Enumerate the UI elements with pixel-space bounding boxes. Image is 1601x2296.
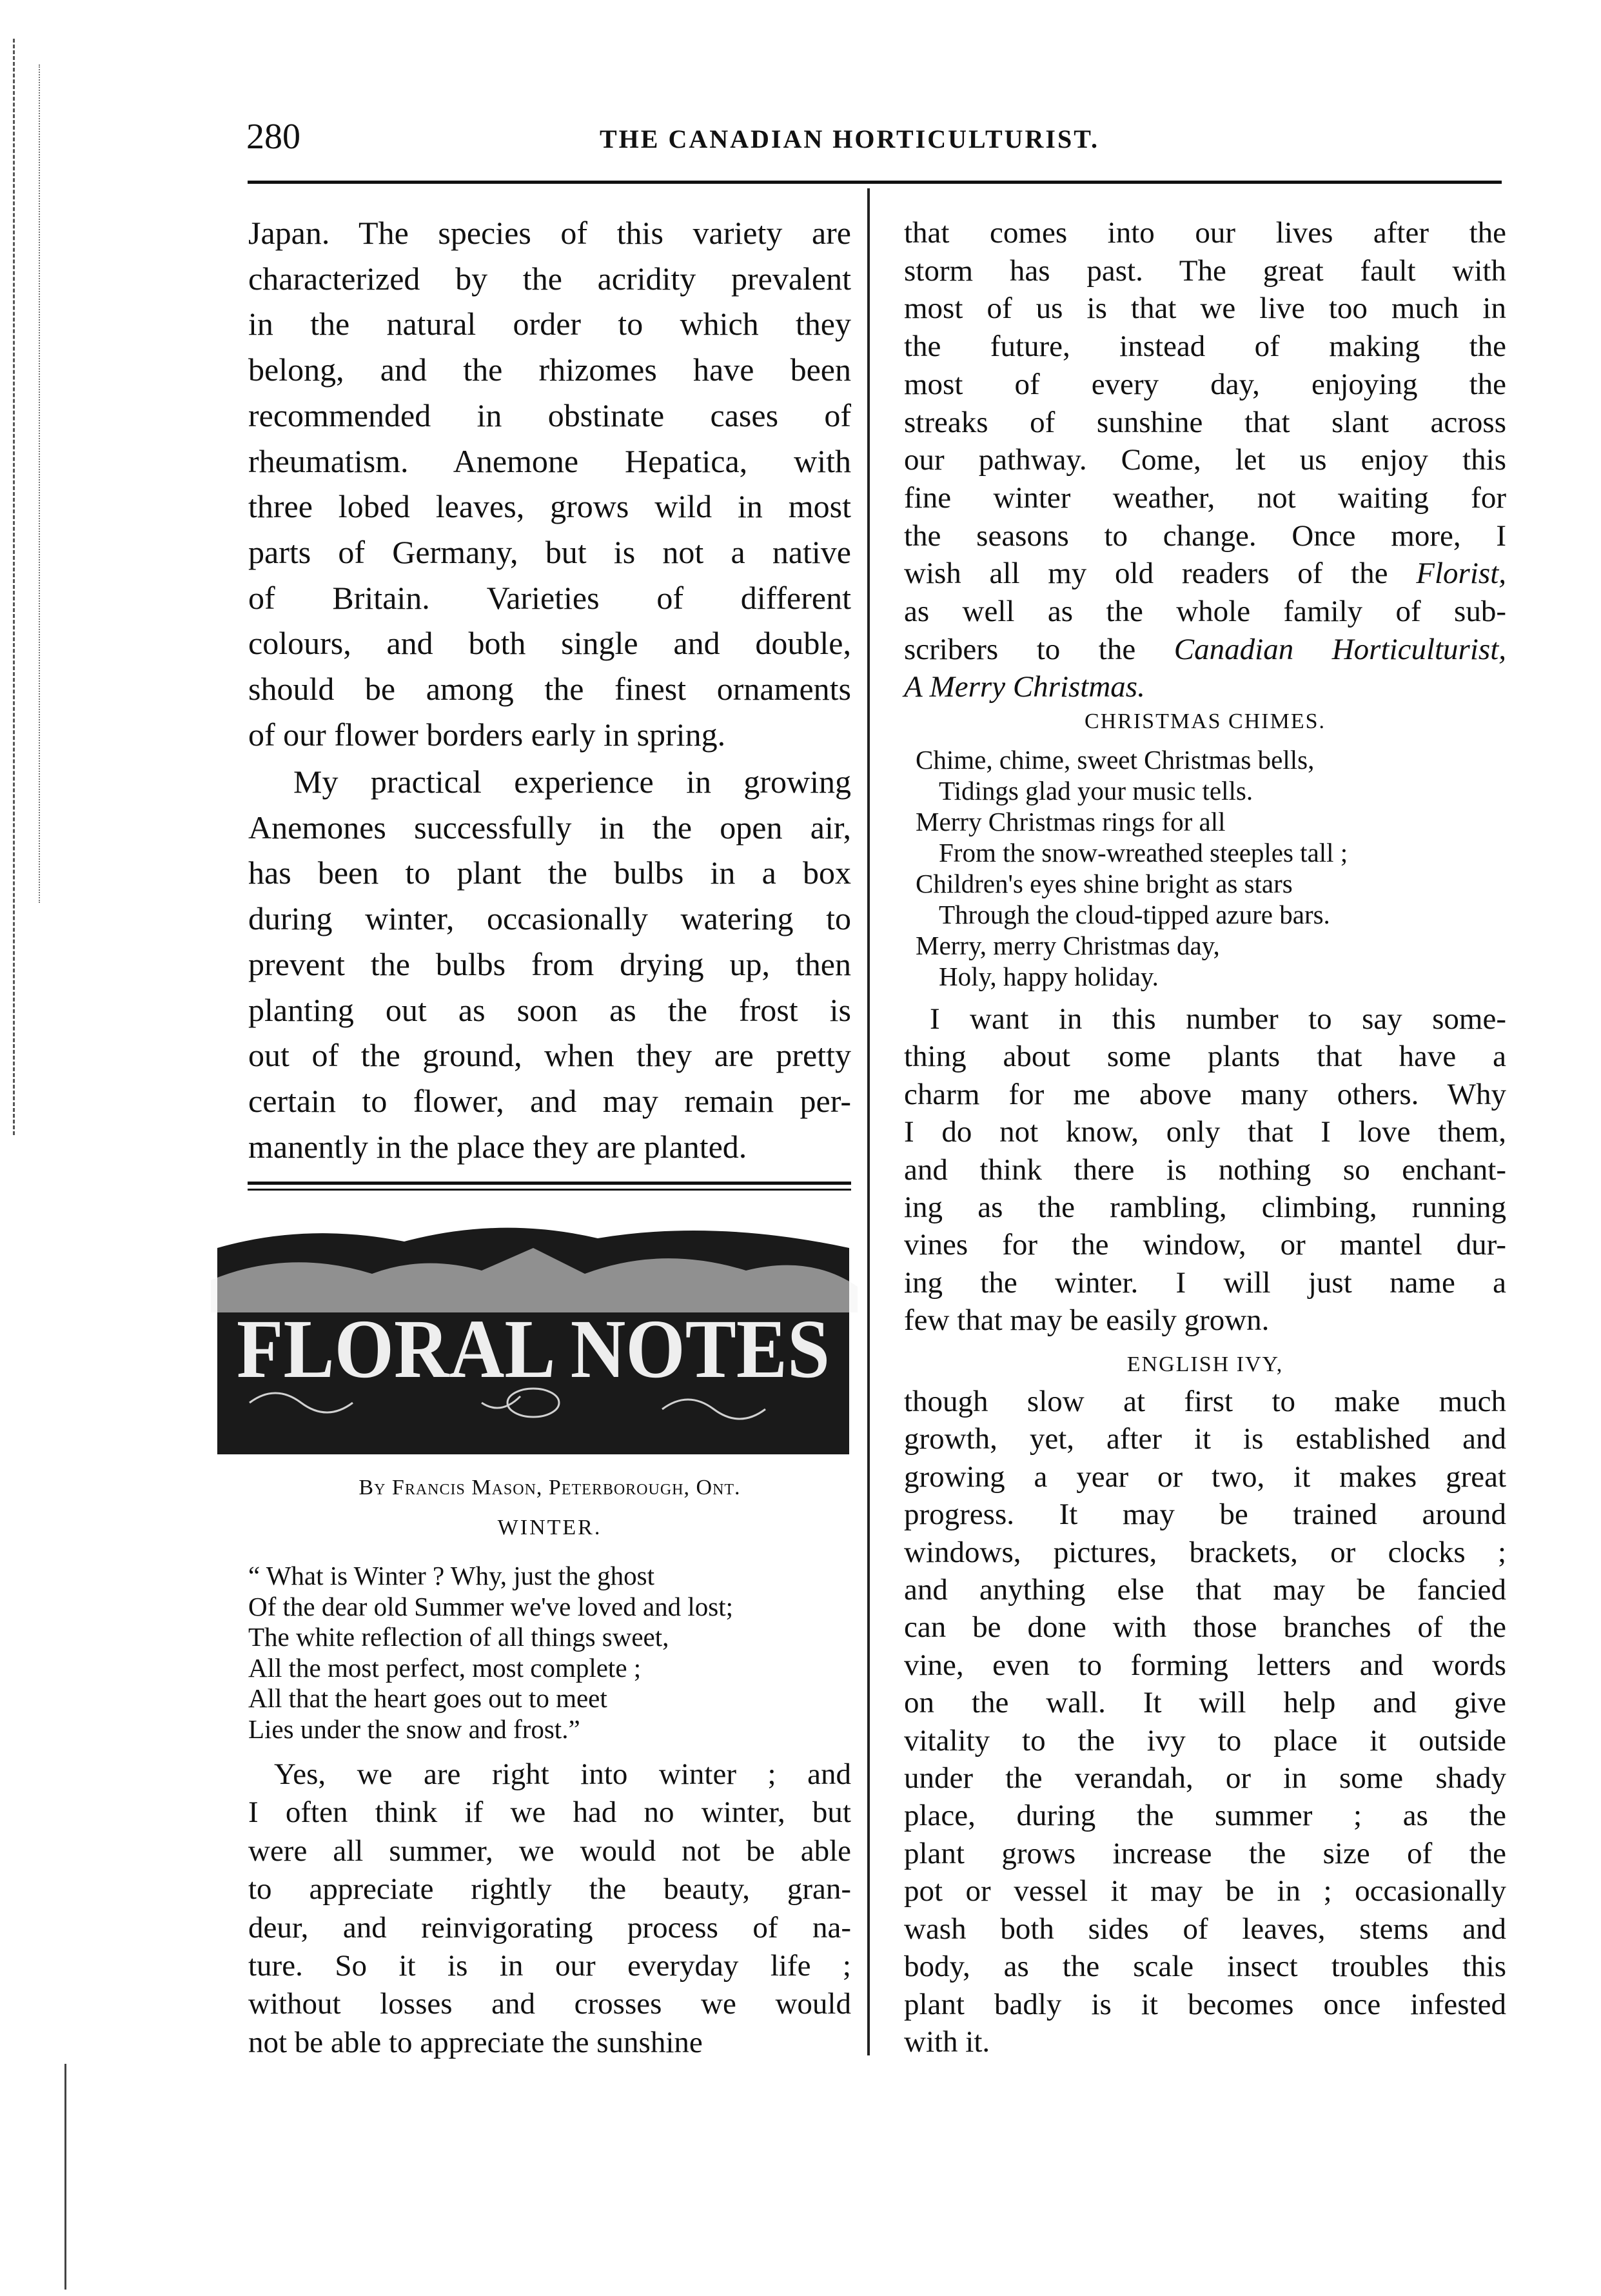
section-divider [248,1182,851,1191]
text-line: From the snow-wreathed steeples tall ; [939,838,1348,867]
text-line: out of the ground, when they are pretty [248,1037,851,1074]
page-number: 280 [246,117,300,157]
text-line: plant grows increase the size of the [904,1836,1506,1870]
text-line: colours, and both single and double, [248,625,851,662]
text-line: belong, and the rhizomes have been [248,351,851,388]
text-line: Through the cloud-tipped azure bars. [939,900,1330,929]
paragraph [904,214,1506,706]
text-line: All that the heart goes out to meet [248,1683,607,1713]
text-line: The white reflection of all things sweet, [248,1622,669,1652]
text-line: in the natural order to which they [248,306,851,342]
text-line: My practical experience in growing [293,764,851,800]
text-line: plant badly is it becomes once infested [904,1987,1506,2021]
text-line: few that may be easily grown. [904,1303,1270,1338]
banner-lettering: FLORAL NOTES [237,1303,830,1396]
paragraph [904,1383,1506,2061]
poem [248,1561,733,1745]
text-run: scribers to the [904,632,1174,666]
text-line: wash both sides of leaves, stems and [904,1912,1506,1946]
text-line: of Britain. Varieties of different [248,579,851,616]
text-line: Merry Christmas rings for all [916,807,1226,836]
text-line: parts of Germany, but is not a native [248,533,851,570]
floral-notes-banner [211,1209,858,1461]
text-line: vitality to the ivy to place it outside [904,1723,1506,1757]
text-line: pot or vessel it may be in ; occasionally [904,1874,1506,1908]
text-line: growth, yet, after it is established and [904,1422,1506,1456]
paragraph [248,1756,851,2062]
text-run: wish all my old readers of the [904,557,1417,591]
text-line: vines for the window, or mantel dur- [904,1228,1506,1262]
text-line: storm has past. The great fault with [904,253,1506,288]
text-line: Lies under the snow and frost.” [248,1714,580,1744]
text-line: Yes, we are right into winter ; and [274,1757,851,1791]
text-line: Of the dear old Summer we've loved and lost; [248,1591,734,1621]
text-line: Anemones successfully in the open air, [248,809,851,846]
text-line: can be done with those branches of the [904,1610,1506,1645]
italic-text: Canadian Horticulturist, [1174,632,1507,666]
text-line: I often think if we had no winter, but [248,1796,851,1830]
text-line: “ What is Winter ? Why, just the ghost [248,1561,654,1590]
text-line: Japan. The species of this variety are [248,215,851,251]
text-line: manently in the place they are planted. [248,1128,747,1165]
text-line [904,555,1506,593]
italic-text: A Merry Christmas. [904,670,1145,704]
byline: By Francis Mason, Peterborough, Ont. [359,1476,741,1499]
text-line: thing about some plants that have a [904,1040,1506,1074]
text-line: planting out as soon as the frost is [248,991,851,1028]
paragraph [248,759,851,1169]
text-line: to appreciate rightly the beauty, gran- [248,1872,851,1906]
text-line: without losses and crosses we would [248,1987,851,2021]
paragraph [248,210,851,757]
text-line: I want in this number to say some- [930,1002,1506,1036]
text-line: under the verandah, or in some shady [904,1761,1506,1796]
text-line: vine, even to forming letters and words [904,1648,1506,1682]
text-line: I do not know, only that I love them, [904,1115,1506,1149]
text-line: on the wall. It will help and give [904,1686,1506,1720]
text-line: Tidings glad your music tells. [939,776,1253,806]
scan-edge-noise [64,2064,66,2290]
text-line: our pathway. Come, let us enjoy this [904,443,1506,477]
text-line: with it. [904,2024,990,2059]
text-line: recommended in obstinate cases of [248,397,851,433]
scan-edge-noise [13,39,54,1135]
text-line: Holy, happy holiday. [939,962,1159,991]
text-line: Children's eyes shine bright as stars [916,869,1293,898]
text-line: progress. It may be trained around [904,1498,1506,1532]
text-line [904,631,1506,669]
text-line: growing a year or two, it makes great [904,1460,1506,1494]
text-line: Chime, chime, sweet Christmas bells, [916,745,1315,775]
text-line: during winter, occasionally watering to [248,900,851,937]
text-line: deur, and reinvigorating process of na- [248,1910,851,1945]
text-line: most of us is that we live too much in [904,292,1506,326]
running-title: THE CANADIAN HORTICULTURIST. [600,124,1099,153]
scan-edge-noise [39,64,46,903]
text-line: that comes into our lives after the [904,216,1506,250]
text-line: windows, pictures, brackets, or clocks ; [904,1535,1506,1569]
text-line: should be among the finest ornaments [248,671,851,708]
text-line: body, as the scale insect troubles this [904,1950,1506,1984]
text-line: place, during the summer ; as the [904,1799,1506,1833]
text-line: the seasons to change. Once more, I [904,519,1506,553]
text-line: fine winter weather, not waiting for [904,480,1506,515]
section-title: ENGLISH IVY, [1126,1352,1284,1376]
text-line: most of every day, enjoying the [904,367,1506,401]
text-line: of our flower borders early in spring. [248,716,726,753]
text-line: and think there is nothing so enchant- [904,1153,1506,1187]
text-line: ing the winter. I will just name a [904,1265,1506,1300]
poem-title: CHRISTMAS CHIMES. [1084,709,1326,733]
text-line: as well as the whole family of sub- [904,595,1506,629]
italic-text: Florist, [1416,557,1506,591]
header-rule [248,181,1502,184]
text-line: and anything else that may be fancied [904,1573,1506,1607]
column-rule [867,188,870,2055]
text-line: were all summer, we would not be able [248,1834,851,1868]
poem [916,744,1348,992]
text-line: ing as the rambling, climbing, running [904,1191,1506,1225]
text-line: streaks of sunshine that slant across [904,405,1506,439]
paragraph [904,1000,1506,1340]
text-line: All the most perfect, most complete ; [248,1652,642,1683]
text-line: not be able to appreciate the sunshine [248,2025,703,2059]
text-line: though slow at first to make much [904,1385,1506,1418]
text-line: the future, instead of making the [904,330,1506,364]
text-line: prevent the bulbs from drying up, then [248,945,851,982]
text-line: Merry, merry Christmas day, [916,931,1220,960]
text-line: certain to flower, and may remain per- [248,1082,851,1119]
text-line [904,668,1506,706]
poem-title: WINTER. [497,1516,602,1539]
text-line: three lobed leaves, grows wild in most [248,488,851,525]
text-line: charm for me above many others. Why [904,1077,1506,1111]
text-line: rheumatism. Anemone Hepatica, with [248,442,851,479]
text-line: characterized by the acridity prevalent [248,260,851,297]
text-line: ture. So it is in our everyday life ; [248,1949,851,1983]
text-line: has been to plant the bulbs in a box [248,855,851,891]
